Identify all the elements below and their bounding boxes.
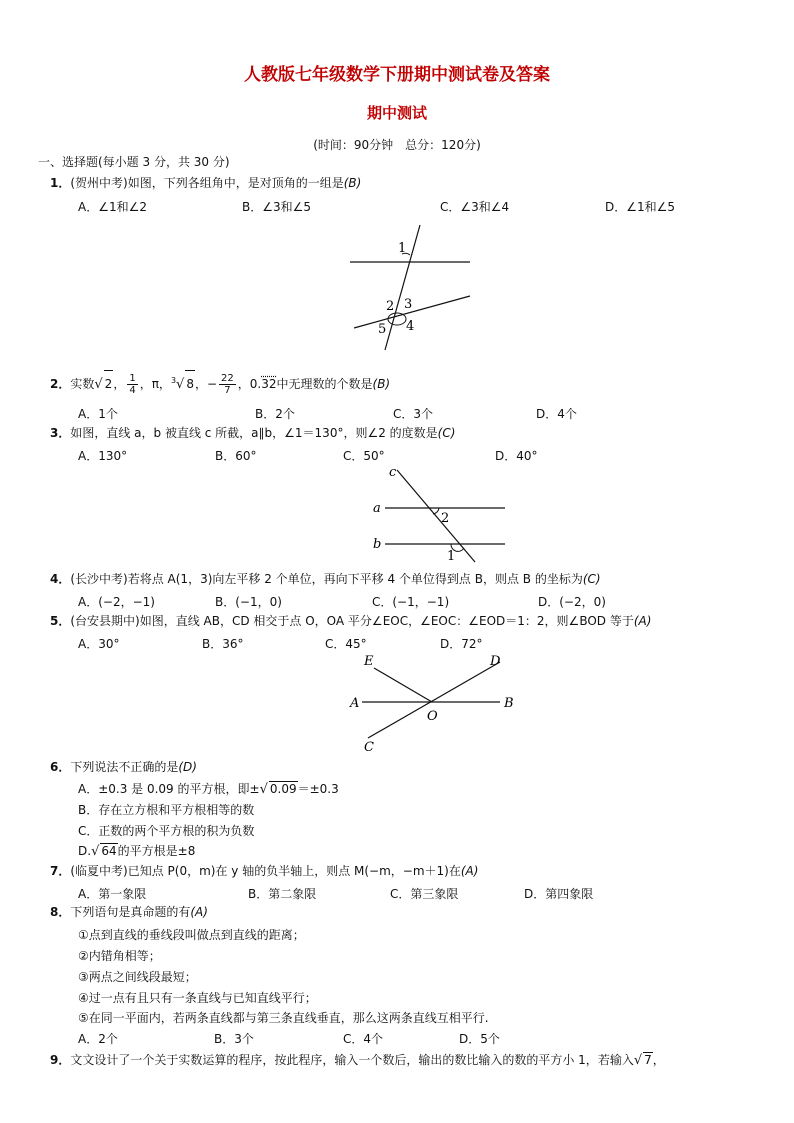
- question-text: (台安县期中)如图，直线 AB，CD 相交于点 O，OA 平分∠EOC，∠EOC：∠EOD＝1：2，则∠BOD 等于: [70, 614, 634, 628]
- option-a: A．∠1和∠2: [78, 200, 147, 214]
- question-text: (临夏中考)已知点 P(0，m)在 y 轴的负半轴上，则点 M(−m，−m＋1)在: [70, 864, 461, 878]
- radicand: 2: [104, 370, 114, 397]
- answer: (C): [582, 572, 601, 586]
- radicand: 0.09: [269, 782, 297, 796]
- fraction: [127, 373, 137, 396]
- option-a: A．30°: [78, 637, 120, 651]
- question-text: ，π，: [139, 377, 171, 391]
- question-text: ，−: [194, 377, 218, 391]
- question-number: 3．: [50, 426, 71, 440]
- option-text: D.: [78, 844, 92, 858]
- answer: (C): [437, 426, 456, 440]
- figure-label: b: [373, 537, 382, 552]
- option-c: C．第三象限: [390, 887, 459, 901]
- figure-q1: [340, 220, 480, 355]
- option-d: D．5个: [459, 1032, 500, 1046]
- figure-label: 1: [447, 549, 456, 564]
- option-b: B．60°: [215, 449, 257, 463]
- root-index: 3: [170, 376, 177, 385]
- question-number: 1．: [50, 176, 71, 190]
- question-number: 5．: [50, 614, 71, 628]
- figure-label: 3: [404, 297, 413, 312]
- question-number: 8．: [50, 905, 71, 919]
- question-4: [50, 572, 601, 587]
- question-9: [50, 1052, 665, 1068]
- figure-label: O: [427, 709, 438, 724]
- option-d: D．40°: [495, 449, 538, 463]
- answer: (A): [633, 614, 652, 628]
- option-a: A．2个: [78, 1032, 118, 1046]
- figure-label: E: [364, 654, 374, 669]
- figure-label: 2: [441, 511, 450, 526]
- option-d: D．第四象限: [524, 887, 594, 901]
- question-text: ，0.: [237, 377, 262, 391]
- denominator: 4: [129, 385, 136, 396]
- question-1: [50, 176, 361, 191]
- option-b: B．第二象限: [248, 887, 317, 901]
- question-text: 下列语句是真命题的有: [70, 905, 191, 919]
- option-d: D．4个: [536, 407, 577, 421]
- fraction: [219, 373, 236, 396]
- option-text: 的平方根是±8: [117, 844, 196, 858]
- statement: ④过一点有且只有一条直线与已知直线平行；: [78, 991, 317, 1005]
- question-number: 4．: [50, 572, 71, 586]
- question-text: 下列说法不正确的是: [70, 760, 179, 774]
- question-number: 6．: [50, 760, 71, 774]
- question-7: [50, 864, 478, 879]
- option-text: ＝±0.3: [297, 782, 339, 796]
- statement: ①点到直线的垂线段叫做点到直线的距离；: [78, 928, 305, 942]
- option-b: B．3个: [214, 1032, 254, 1046]
- figure-label: 2: [386, 299, 395, 314]
- question-text: ，: [652, 1053, 665, 1067]
- radical-sign: √: [259, 782, 268, 797]
- numerator: 22: [221, 373, 234, 384]
- document-subtitle: 期中测试: [366, 104, 427, 122]
- figure-label: 4: [406, 319, 415, 334]
- question-number: 9．: [50, 1053, 71, 1067]
- repeating-decimal: 32: [261, 377, 277, 391]
- figure-label: D: [490, 654, 501, 669]
- figure-label: C: [364, 740, 374, 755]
- answer: (A): [460, 864, 479, 878]
- radical-sign: √: [91, 844, 100, 859]
- option-c: C．正数的两个平方根的积为负数: [78, 824, 255, 838]
- option-c: C．(−1，−1): [372, 595, 450, 609]
- figure-label: 5: [378, 322, 387, 337]
- question-5: [50, 614, 651, 629]
- option-c: C．∠3和∠4: [440, 200, 510, 214]
- answer: (B): [372, 377, 391, 391]
- statement: ③两点之间线段最短；: [78, 970, 197, 984]
- numerator: 1: [129, 373, 136, 384]
- question-text: (贺州中考)如图，下列各组角中，是对顶角的一组是: [70, 176, 344, 190]
- statement: ⑤在同一平面内，若两条直线都与第三条直线垂直，那么这两条直线互相平行.: [78, 1011, 489, 1025]
- figure-label: c: [389, 465, 397, 480]
- question-text: (长沙中考)若将点 A(1，3)向左平移 2 个单位，再向下平移 4 个单位得到点 B，则点 B 的坐标为: [70, 572, 583, 586]
- radicand: 64: [101, 844, 117, 858]
- answer: (A): [190, 905, 208, 919]
- radicand: 7: [644, 1053, 652, 1067]
- option-c: C．4个: [343, 1032, 384, 1046]
- option-b: B．(−1，0): [215, 595, 282, 609]
- option-b: B．存在立方根和平方根相等的数: [78, 803, 255, 817]
- exam-info: (时间：90分钟 总分：120分): [313, 138, 481, 152]
- figure-q3: [365, 462, 515, 567]
- option-d: D．∠1和∠5: [605, 200, 676, 214]
- option-d: D．72°: [440, 637, 483, 651]
- question-text: 文文设计了一个关于实数运算的程序，按此程序，输入一个数后，输出的数比输入的数的平方小 1，若输入: [70, 1053, 634, 1067]
- answer: (D): [178, 760, 197, 774]
- question-text: 如图，直线 a，b 被直线 c 所截，a∥b，∠1＝130°，则∠2 的度数是: [70, 426, 438, 440]
- option-a: [78, 780, 339, 797]
- option-text: A．±0.3 是 0.09 的平方根，即±: [78, 782, 260, 796]
- question-text: 中无理数的个数是: [276, 377, 373, 391]
- figure-q5: [340, 650, 530, 755]
- denominator: 7: [224, 385, 231, 396]
- radical-sign: √: [633, 1053, 643, 1068]
- option-a: A．(−2，−1): [78, 595, 155, 609]
- document-title: 人教版七年级数学下册期中测试卷及答案: [244, 65, 550, 85]
- option-b: B．36°: [202, 637, 244, 651]
- option-b: B．∠3和∠5: [242, 200, 312, 214]
- figure-label: A: [350, 696, 360, 711]
- option-d: [78, 842, 195, 859]
- question-number: 7．: [50, 864, 71, 878]
- option-b: B．2个: [255, 407, 295, 421]
- question-6: [50, 760, 197, 775]
- option-c: C．50°: [343, 449, 385, 463]
- radicand: 8: [185, 370, 195, 397]
- option-a: A．1个: [78, 407, 118, 421]
- radical-sign: √: [176, 377, 185, 392]
- figure-label: a: [373, 501, 381, 516]
- question-3: [50, 426, 455, 441]
- figure-label: 1: [398, 241, 407, 256]
- question-text: 实数: [70, 377, 95, 391]
- option-c: C．45°: [325, 637, 367, 651]
- option-c: C．3个: [393, 407, 434, 421]
- section-heading: 一、选择题(每小题 3 分，共 30 分): [38, 155, 230, 169]
- option-d: D．(−2，0): [538, 595, 606, 609]
- radical-sign: √: [94, 377, 103, 392]
- figure-label: B: [504, 696, 514, 711]
- question-8: [50, 905, 208, 920]
- question-number: 2．: [50, 377, 71, 391]
- option-a: A．130°: [78, 449, 128, 463]
- option-a: A．第一象限: [78, 887, 147, 901]
- question-2: 2．实数√ 2， $\frac{1}{4}$ ，π，$^3$√ 8，− $\frac{22}{7}$ ，0.32中无理数的个数是(B): [50, 368, 390, 398]
- statement: ②内错角相等；: [78, 949, 161, 963]
- answer: (B): [343, 176, 362, 190]
